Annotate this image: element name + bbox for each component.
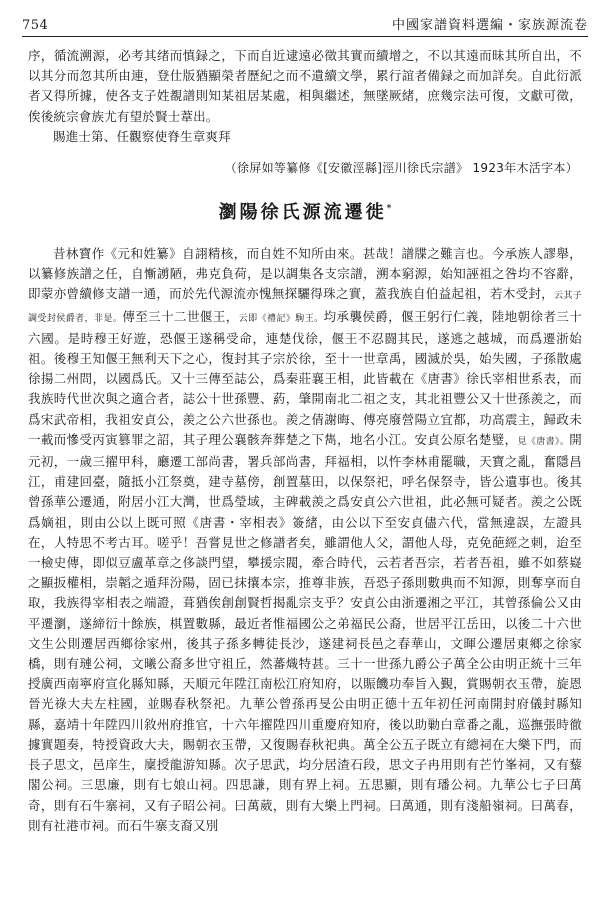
source-citation: （徐屏如等纂修《[安徽涇縣]涇川徐氏宗譜》 1923年木活字本） xyxy=(224,161,578,176)
page-header xyxy=(22,14,588,37)
inline-note-3: 見《唐書》。 xyxy=(517,436,570,447)
body-text-3: 均承襲侯爵，偃王躬行仁義，陸地朝徐者三十六國。是時穆王好遊，恐偃王遂稱受命，連楚伐徐，偃王不忍闘其民，遂逃之越城，而爲遷浙始祖。後穆王知偃王無利天下之心，復封其子宗於徐，至十一世章禹，國滅於吳，始失國，子孫散處徐揚二州問，以國爲氏。又十三傳至誌公，爲秦莊襄王相，此皆載在《唐書》徐氏宰相世系表，而我族時代世次與之適合者，誌公十世孫豐、葯，肇開南北二祖之支，其北祖豐公又十世孫羨之，而爲宋武帝相，我祖安貞公，羨之公六世孫也。羨之倩謝晦、傅亮廢營陽立宜都，功高震主，歸政未一載而慘受丙寅篡罪之詔，其子理公襄骸奔葬楚之下雋，地名小江。安貞公原名楚璧， xyxy=(28,308,582,447)
section-title-text: 瀏陽徐氏源流遷徙 xyxy=(218,202,387,224)
section-title xyxy=(28,198,582,224)
body-text-1: 昔林寶作《元和姓纂》自詡精核，而自姓不知所由來。甚哉！譜牒之難言也。今承族人謬舉，以纂修族譜之任，自慚謭陋，弗克負荷，是以調集各支宗譜，溯本窮源，始知誣祖之咎均不容辭，即蒙亦曾續修支譜一通，而於先代源流亦愧無探驪得珠之實，蓋我族自伯益起祖，若木受封， xyxy=(28,246,582,302)
inline-note-1: 云其子調受封侯爵者，非是。 xyxy=(28,291,582,324)
body-paragraph xyxy=(28,244,582,836)
intro-signature: 賜進士第、任觀察使脊生章爽拜 xyxy=(53,128,231,144)
page-body xyxy=(28,46,582,836)
page-number: 754 xyxy=(22,18,49,33)
body-text-4: 開元初，一歲三擢甲科，廳遷工部尚書，署兵部尚書，拜福相，以忤李林甫罷職，天寶之亂，奮隱昌江，甫建回臺，隨抵小江祭奠，建寺墓傍，創置墓田，以保祭祀，呼名保祭寺，皆公遺事也。後其曾孫華公遷通，附居小江大灣，世爲瑩域，主碑載羨之爲安貞公六世祖，此必無可疑者。羨之公既爲嫡祖，則由公以上既可照《唐書・宰相表》簽緒，由公以下至安貞儘六代，當無違誤，左證具在，人特思不考古耳。嗟乎！吾嘗見世之修譜者矣，雖謂他人父，謂他人母，克免葩經之刺，迨至一檢史傳，即似豆盧革章之侈談門望，攀援宗閥，牽合時代，云若者吾宗，若者吾祖，雖不如蔡嶷之顯扳權相，崇韜之遁拜汾陽，固已抹攘本宗，推尊非族，吾恐子孫則數典而不知源，則奪享而自取，我族得宰相表之端證，葺猶俟創創賢哲揭亂宗支乎？安貞公由浙遷湘之平江，其曾孫倫公又由平遷瀏，遂締衍十餘族，棋置數縣，最近者惟福國公之弟福民公裔，世居平江岳田，以後二十六世文生公則遷居西鄉徐家州，後其子孫多轉徒長沙，遂建祠長邑之春華山，文暉公遷居東鄉之徐家橋，則有璉公祠，文曦公裔多世守祖丘，然蕃熾特甚。三十一世孫九爵公子萬全公由明正統十三年授廣西南寧府宣化縣知縣，天順元年陞江南松江府知府，以賑饑功奉旨入覲，賞賜朝衣玉帶，旋恩晉光祿大夫左柱國，並賜春秋祭祀。九華公曾孫再旻公由明正德十五年初任河南開封府儀封縣知縣，嘉靖十年陞四川敘州府推官，十六年擢陞四川重慶府知府，後以助勦白章番之亂，巡撫張時徹據實題奏，特授資政大夫，賜朝衣玉帶，又復賜春秋祀典。萬全公五子既立有總祠在大樂下門，而長子思文，邑庠生，廩授龍游知縣。次子思武，均分居渣石段，思文子冉用則有芒竹峯祠，又有藜閣公祠。三思廉，則有七娘山祠。四思謙，則有界上祠。五思顯，則有璠公祠。九華公七子曰萬奇，則有石牛寨祠，又有子昭公祠。曰萬葳，則有大樂上門祠。曰萬通，則有淺船嶺祠。曰萬春，則有社港市祠。而石牛寨支裔又別 xyxy=(28,431,582,833)
running-title: 中國家譜資料選編・家族源流卷 xyxy=(391,18,588,33)
body-text-2: 傳至三十二世偃王， xyxy=(122,308,239,324)
inline-note-2: 云即《禮記》駒王。 xyxy=(238,313,324,324)
intro-paragraph: 序，循流溯源，必考其绪而慎録之，下而自近逮遠必徵其實而續增之，不以其遠而昧其所自出，不以其分而忽其所由連，登仕版猶顯榮者歷紀之而不遺續文學，累行誼者備録之而加詳矣。自此衍派者又得所據，使各支子姓覩譜則知某祖居某處，相與繼述，無墜厥緒，庶幾宗法可復，文獻可徵，俟後統宗會族尤有望於賢士葦出。 xyxy=(28,48,582,124)
footnote-mark: * xyxy=(386,204,392,215)
